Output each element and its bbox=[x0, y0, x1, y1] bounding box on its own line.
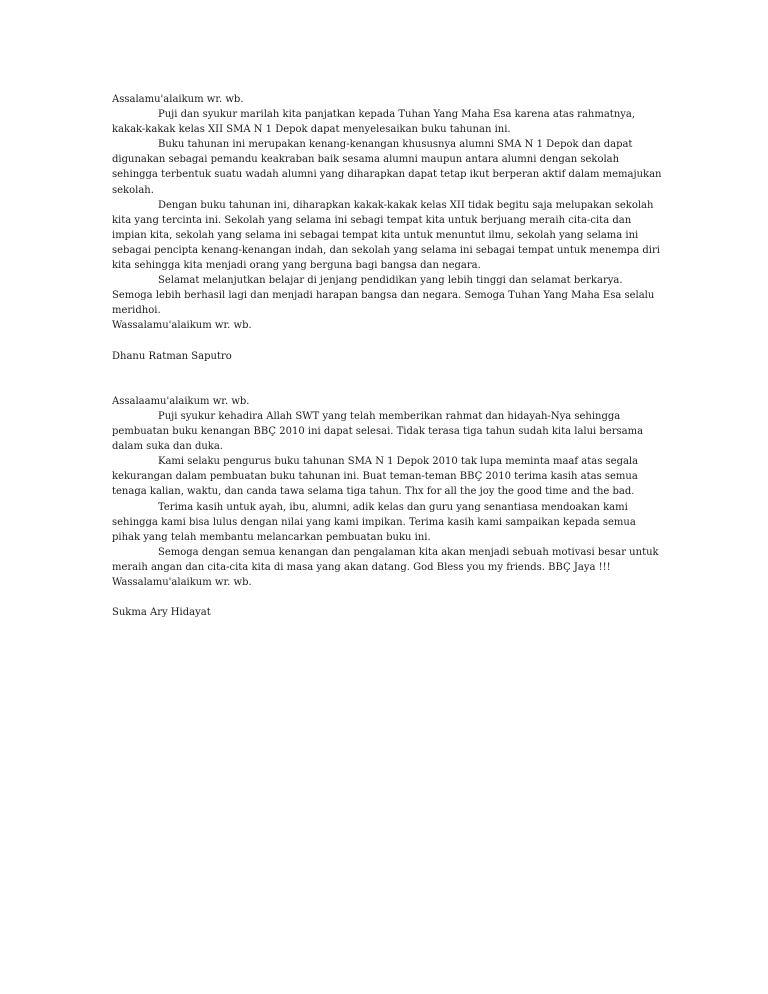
paragraph-line: Puji dan syukur marilah kita panjatkan kepada Tuhan Yang Maha Esa karena atas rahmatnya, bbox=[158, 109, 636, 121]
paragraph-line: Terima kasih untuk ayah, ibu, alumni, adik kelas dan guru yang senantiasa mendoakan kami bbox=[158, 501, 628, 513]
paragraph-line: Buku tahunan ini merupakan kenang-kenangan khususnya alumni SMA N 1 Depok dan dapat bbox=[158, 139, 633, 151]
letter-2 bbox=[112, 394, 659, 620]
paragraph-line: Semoga dengan semua kenangan dan pengalaman kita akan menjadi sebuah motivasi besar untuk bbox=[158, 546, 659, 558]
paragraph-line: kita sehingga kita menjadi orang yang berguna bagi bangsa dan negara. bbox=[112, 260, 481, 272]
greeting: Assalaamu'alaikum wr. wb. bbox=[112, 395, 250, 407]
paragraph bbox=[112, 198, 660, 273]
spacer bbox=[112, 334, 652, 349]
paragraph-line: pihak yang telah membantu melancarkan pembuatan buku ini. bbox=[112, 531, 431, 543]
paragraph-line: dalam suka dan duka. bbox=[112, 441, 223, 453]
signature: Dhanu Ratman Saputro bbox=[112, 350, 232, 362]
paragraph-line: digunakan sebagai pemandu keakraban baik sesama alumni maupun antara alumni dengan sekolah bbox=[112, 154, 620, 166]
paragraph-line: pembuatan buku kenangan BBÇ 2010 ini dapat selesai. Tidak terasa tiga tahun sudah kita lalui bersama bbox=[112, 426, 644, 438]
paragraph bbox=[112, 454, 652, 499]
paragraph bbox=[112, 545, 659, 575]
document-page bbox=[112, 92, 662, 620]
paragraph-line: kekurangan dalam pembuatan buku tahunan ini. Buat teman-teman BBÇ 2010 terima kasih atas semua bbox=[112, 471, 638, 483]
paragraph-line: Dengan buku tahunan ini, diharapkan kakak-kakak kelas XII tidak begitu saja melupakan sekolah bbox=[158, 199, 654, 211]
paragraph-line: sebagai pencipta kenang-kenangan indah, dan sekolah yang selama ini sebagai tempat untuk menempa diri bbox=[112, 244, 660, 256]
letter-1 bbox=[112, 92, 662, 364]
signature: Sukma Ary Hidayat bbox=[112, 607, 211, 619]
paragraph-line: sekolah. bbox=[112, 184, 154, 196]
paragraph bbox=[112, 107, 652, 137]
greeting: Assalamu'alaikum wr. wb. bbox=[112, 94, 244, 105]
paragraph-line: kakak-kakak kelas XII SMA N 1 Depok dapat menyelesaikan buku tahunan ini. bbox=[112, 124, 511, 136]
paragraph-line: sehingga kami bisa lulus dengan nilai yang kami impikan. Terima kasih kami sampaikan kepada semua bbox=[112, 516, 636, 528]
paragraph bbox=[112, 273, 655, 318]
paragraph-line: meridhoi. bbox=[112, 305, 161, 317]
paragraph bbox=[112, 409, 652, 454]
paragraph-line: kita yang tercinta ini. Sekolah yang selama ini sebagi tempat kita untuk berjuang meraih cita-cita dan bbox=[112, 214, 632, 226]
paragraph-line: tenaga kalian, waktu, dan canda tawa selama tiga tahun. Thx for all the joy the good time and the bad. bbox=[112, 486, 635, 498]
spacer bbox=[112, 364, 652, 394]
paragraph-line: meraih angan dan cita-cita kita di masa yang akan datang. God Bless you my friends. BBÇ Jaya !!! bbox=[112, 561, 611, 573]
closing: Wassalamu'alaikum wr. wb. bbox=[112, 577, 252, 588]
closing: Wassalamu'alaikum wr. wb. bbox=[112, 320, 252, 332]
spacer bbox=[112, 590, 652, 605]
paragraph bbox=[112, 500, 652, 545]
paragraph bbox=[112, 137, 662, 197]
paragraph-line: Semoga lebih berhasil lagi dan menjadi harapan bangsa dan negara. Semoga Tuhan Yang Maha Esa selalu bbox=[112, 290, 655, 302]
paragraph-line: Kami selaku pengurus buku tahunan SMA N 1 Depok 2010 tak lupa meminta maaf atas segala bbox=[158, 456, 639, 468]
paragraph-line: Puji syukur kehadira Allah SWT yang telah memberikan rahmat dan hidayah-Nya sehingga bbox=[158, 410, 621, 422]
paragraph-line: Selamat melanjutkan belajar di jenjang pendidikan yang lebih tinggi dan selamat berkarya. bbox=[158, 275, 623, 287]
paragraph-line: impian kita, sekolah yang selama ini sebagai tempat kita untuk menuntut ilmu, sekolah yang selama ini bbox=[112, 229, 639, 241]
paragraph-line: sehingga terbentuk suatu wadah alumni yang diharapkan dapat tetap ikut berperan aktif dalam memajukan bbox=[112, 169, 662, 181]
